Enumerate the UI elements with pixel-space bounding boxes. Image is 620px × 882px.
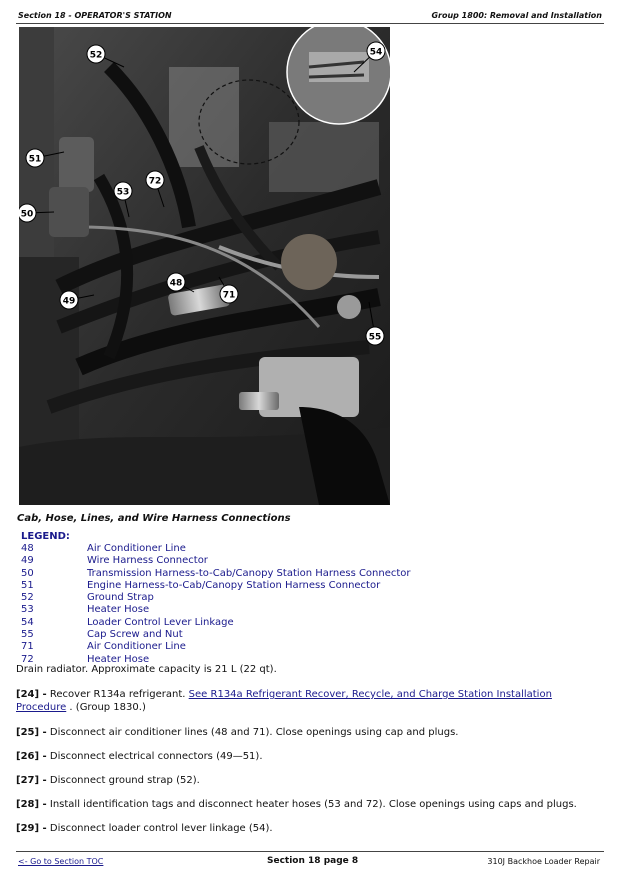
step-number: [25] - [16, 727, 47, 738]
legend-label: Heater Hose [87, 653, 150, 665]
step-24 [16, 688, 601, 714]
step-29 [16, 822, 601, 835]
header-divider [16, 23, 604, 24]
svg-text:71: 71 [222, 290, 236, 301]
svg-text:50: 50 [20, 209, 34, 220]
legend-number: 51 [21, 579, 34, 591]
callout-55 [366, 327, 384, 345]
drain-note: Drain radiator. Approximate capacity is 21 L (22 qt). [16, 664, 277, 675]
callout-48 [167, 273, 185, 291]
legend-list [21, 543, 411, 666]
step-26 [16, 750, 601, 763]
group-title: Group 1800: Removal and Installation [431, 11, 602, 20]
legend-label: Air Conditioner Line [87, 543, 186, 554]
legend-item [21, 604, 411, 616]
legend-number: 49 [21, 555, 34, 567]
svg-text:55: 55 [368, 332, 382, 343]
legend-label: Engine Harness-to-Cab/Canopy Station Harness Connector [87, 579, 381, 591]
legend-label: Cap Screw and Nut [87, 629, 183, 641]
legend-item [21, 641, 411, 653]
manual-title: 310J Backhoe Loader Repair [487, 857, 600, 866]
legend-number: 55 [21, 629, 34, 641]
refrigerant-procedure-link[interactable]: See R134a Refrigerant Recover, Recycle, and Charge Station Installation Procedure [16, 689, 552, 713]
legend-number: 48 [21, 543, 34, 554]
step-number: [26] - [16, 751, 47, 762]
step-text: Disconnect electrical connectors (49—51). [46, 751, 263, 762]
legend-label: Air Conditioner Line [87, 641, 186, 653]
legend-item [21, 555, 411, 567]
legend-number: 54 [21, 616, 34, 628]
legend-item [21, 592, 411, 604]
step-number: [29] - [16, 823, 47, 834]
figure-caption: Cab, Hose, Lines, and Wire Harness Connections [17, 513, 291, 524]
legend-title: LEGEND: [21, 531, 70, 542]
svg-text:54: 54 [369, 47, 383, 58]
step-text: Install identification tags and disconnect heater hoses (53 and 72). Close openings using caps and plugs. [46, 799, 577, 810]
step-text: Disconnect air conditioner lines (48 and 71). Close openings using cap and plugs. [46, 727, 459, 738]
step-text: Disconnect loader control lever linkage (54). [46, 823, 273, 834]
svg-text:49: 49 [62, 296, 76, 307]
legend-number: 53 [21, 604, 34, 616]
step-text-post: . (Group 1830.) [66, 702, 146, 713]
legend-item [21, 568, 411, 580]
legend-item [21, 617, 411, 629]
legend-label: Loader Control Lever Linkage [87, 616, 234, 628]
callout-72 [146, 171, 164, 189]
legend-number: 52 [21, 592, 34, 604]
step-text: Recover R134a refrigerant. [46, 689, 189, 700]
page-header [16, 8, 604, 24]
callout-49 [60, 291, 78, 309]
legend-number: 50 [21, 567, 34, 579]
step-number: [27] - [16, 775, 47, 786]
go-to-section-toc-link[interactable]: <- Go to Section TOC [18, 857, 104, 866]
footer-divider [16, 851, 604, 852]
legend-label: Ground Strap [87, 592, 154, 604]
callout-50 [19, 204, 36, 222]
cab-connections-photo [19, 27, 390, 505]
legend-item [21, 543, 411, 555]
step-text: Disconnect ground strap (52). [46, 775, 200, 786]
svg-text:72: 72 [148, 176, 162, 187]
svg-text:53: 53 [116, 187, 130, 198]
step-28 [16, 798, 601, 811]
legend-number: 71 [21, 641, 34, 653]
legend-label: Transmission Harness-to-Cab/Canopy Station Harness Connector [87, 567, 411, 579]
svg-text:51: 51 [28, 154, 42, 165]
legend-label: Wire Harness Connector [87, 555, 208, 567]
photo-illustration [19, 27, 390, 505]
svg-text:48: 48 [169, 278, 183, 289]
legend-number: 72 [21, 653, 34, 665]
legend-item [21, 580, 411, 592]
step-number: [28] - [16, 799, 47, 810]
callout-51 [26, 149, 44, 167]
step-25 [16, 726, 601, 739]
section-title: Section 18 - OPERATOR'S STATION [18, 11, 172, 20]
legend-item [21, 629, 411, 641]
callout-53 [114, 182, 132, 200]
page-number: Section 18 page 8 [267, 856, 359, 866]
step-27 [16, 774, 601, 787]
step-number: [24] - [16, 689, 47, 700]
legend-label: Heater Hose [87, 604, 150, 616]
callout-54 [367, 42, 385, 60]
callout-71 [220, 285, 238, 303]
svg-text:52: 52 [89, 50, 103, 61]
callout-52 [87, 45, 105, 63]
